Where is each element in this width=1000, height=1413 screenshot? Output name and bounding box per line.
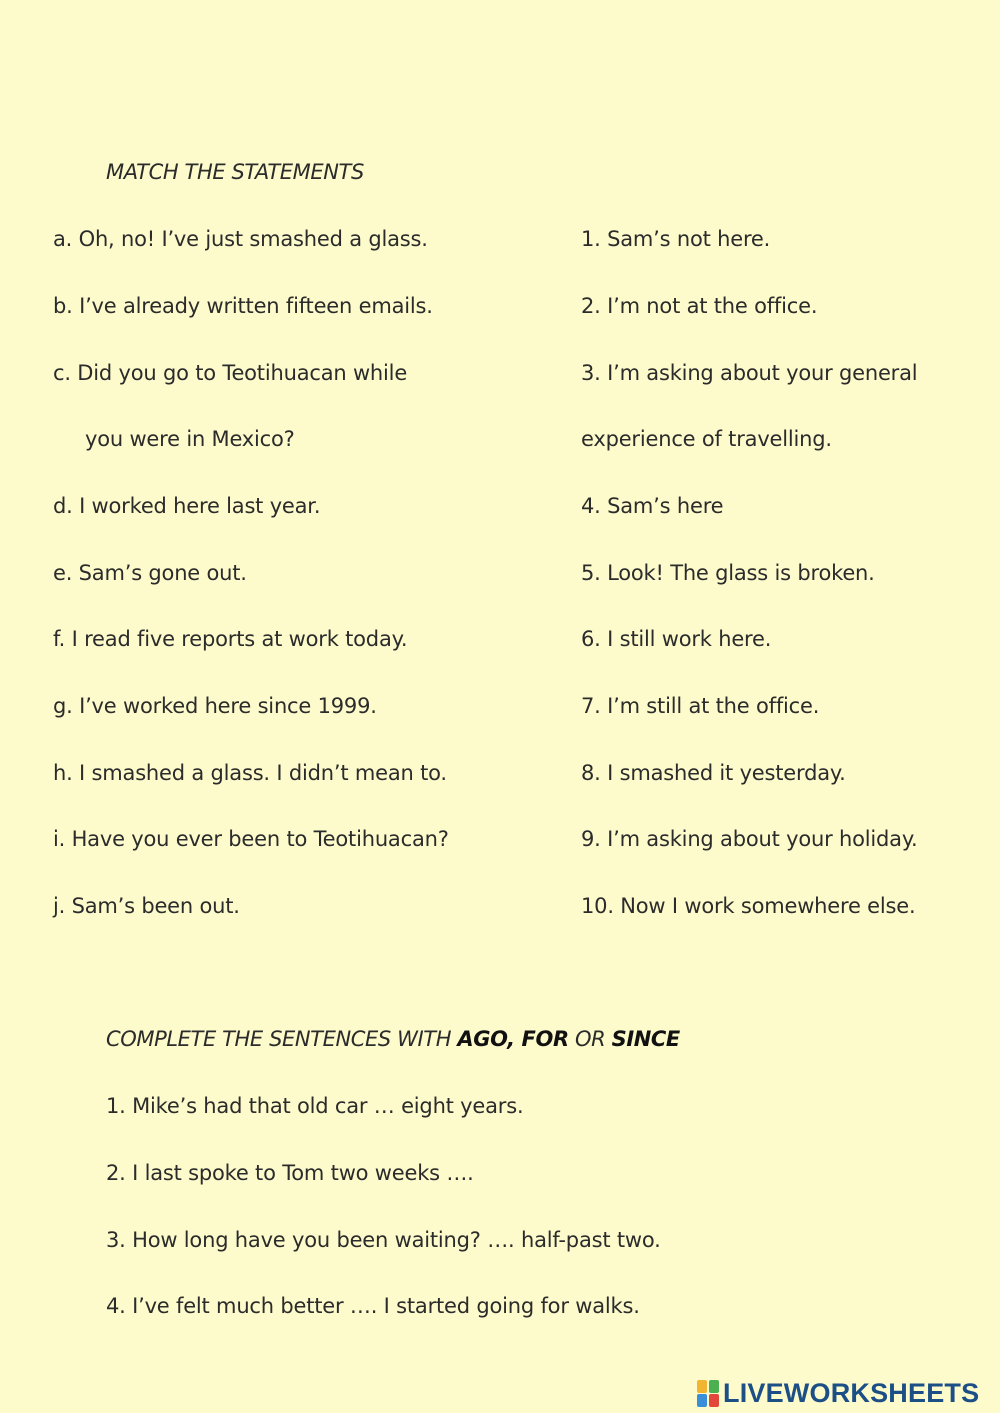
right-statement-1: 1. Sam’s not here. — [581, 227, 771, 251]
left-statement-c-cont: you were in Mexico? — [85, 427, 295, 451]
right-statement-4: 4. Sam’s here — [581, 494, 724, 518]
logo-block-1 — [697, 1380, 707, 1393]
left-statement-g: g. I’ve worked here since 1999. — [53, 694, 377, 718]
complete-heading — [106, 1024, 680, 1054]
left-statement-h: h. I smashed a glass. I didn’t mean to. — [53, 761, 447, 785]
sentence-4: 4. I’ve felt much better …. I started going for walks. — [106, 1294, 640, 1318]
left-statement-a: a. Oh, no! I’ve just smashed a glass. — [53, 227, 428, 251]
sentence-3: 3. How long have you been waiting? …. half-past two. — [106, 1228, 661, 1252]
logo-block-4 — [709, 1394, 719, 1407]
logo-block-3 — [697, 1394, 707, 1407]
left-statement-e: e. Sam’s gone out. — [53, 561, 247, 585]
left-statement-c: c. Did you go to Teotihuacan while — [53, 361, 408, 385]
left-statement-b: b. I’ve already written fifteen emails. — [53, 294, 433, 318]
left-statement-i: i. Have you ever been to Teotihuacan? — [53, 827, 449, 851]
right-statement-3: 3. I’m asking about your general — [581, 361, 918, 385]
complete-heading-or: OR — [568, 1027, 612, 1051]
liveworksheets-logo-icon — [697, 1378, 721, 1408]
complete-heading-prefix: COMPLETE THE SENTENCES WITH — [106, 1027, 458, 1051]
liveworksheets-logo[interactable] — [697, 1376, 979, 1410]
right-statement-8: 8. I smashed it yesterday. — [581, 761, 846, 785]
left-statement-f: f. I read five reports at work today. — [53, 627, 408, 651]
logo-block-2 — [709, 1380, 719, 1393]
sentence-2: 2. I last spoke to Tom two weeks …. — [106, 1161, 474, 1185]
right-statement-6: 6. I still work here. — [581, 627, 772, 651]
left-statement-j: j. Sam’s been out. — [53, 894, 240, 918]
right-statement-5: 5. Look! The glass is broken. — [581, 561, 875, 585]
sentence-1: 1. Mike’s had that old car … eight years. — [106, 1094, 524, 1118]
right-statement-10: 10. Now I work somewhere else. — [581, 894, 916, 918]
complete-heading-since: SINCE — [611, 1027, 680, 1051]
left-statement-d: d. I worked here last year. — [53, 494, 321, 518]
right-statement-9: 9. I’m asking about your holiday. — [581, 827, 918, 851]
complete-heading-ago-for: AGO, FOR — [457, 1027, 569, 1051]
liveworksheets-logo-text: LIVEWORKSHEETS — [723, 1377, 980, 1408]
right-statement-7: 7. I’m still at the office. — [581, 694, 820, 718]
match-heading: MATCH THE STATEMENTS — [106, 160, 364, 184]
right-statement-2: 2. I’m not at the office. — [581, 294, 818, 318]
right-statement-3-cont: experience of travelling. — [581, 427, 832, 451]
